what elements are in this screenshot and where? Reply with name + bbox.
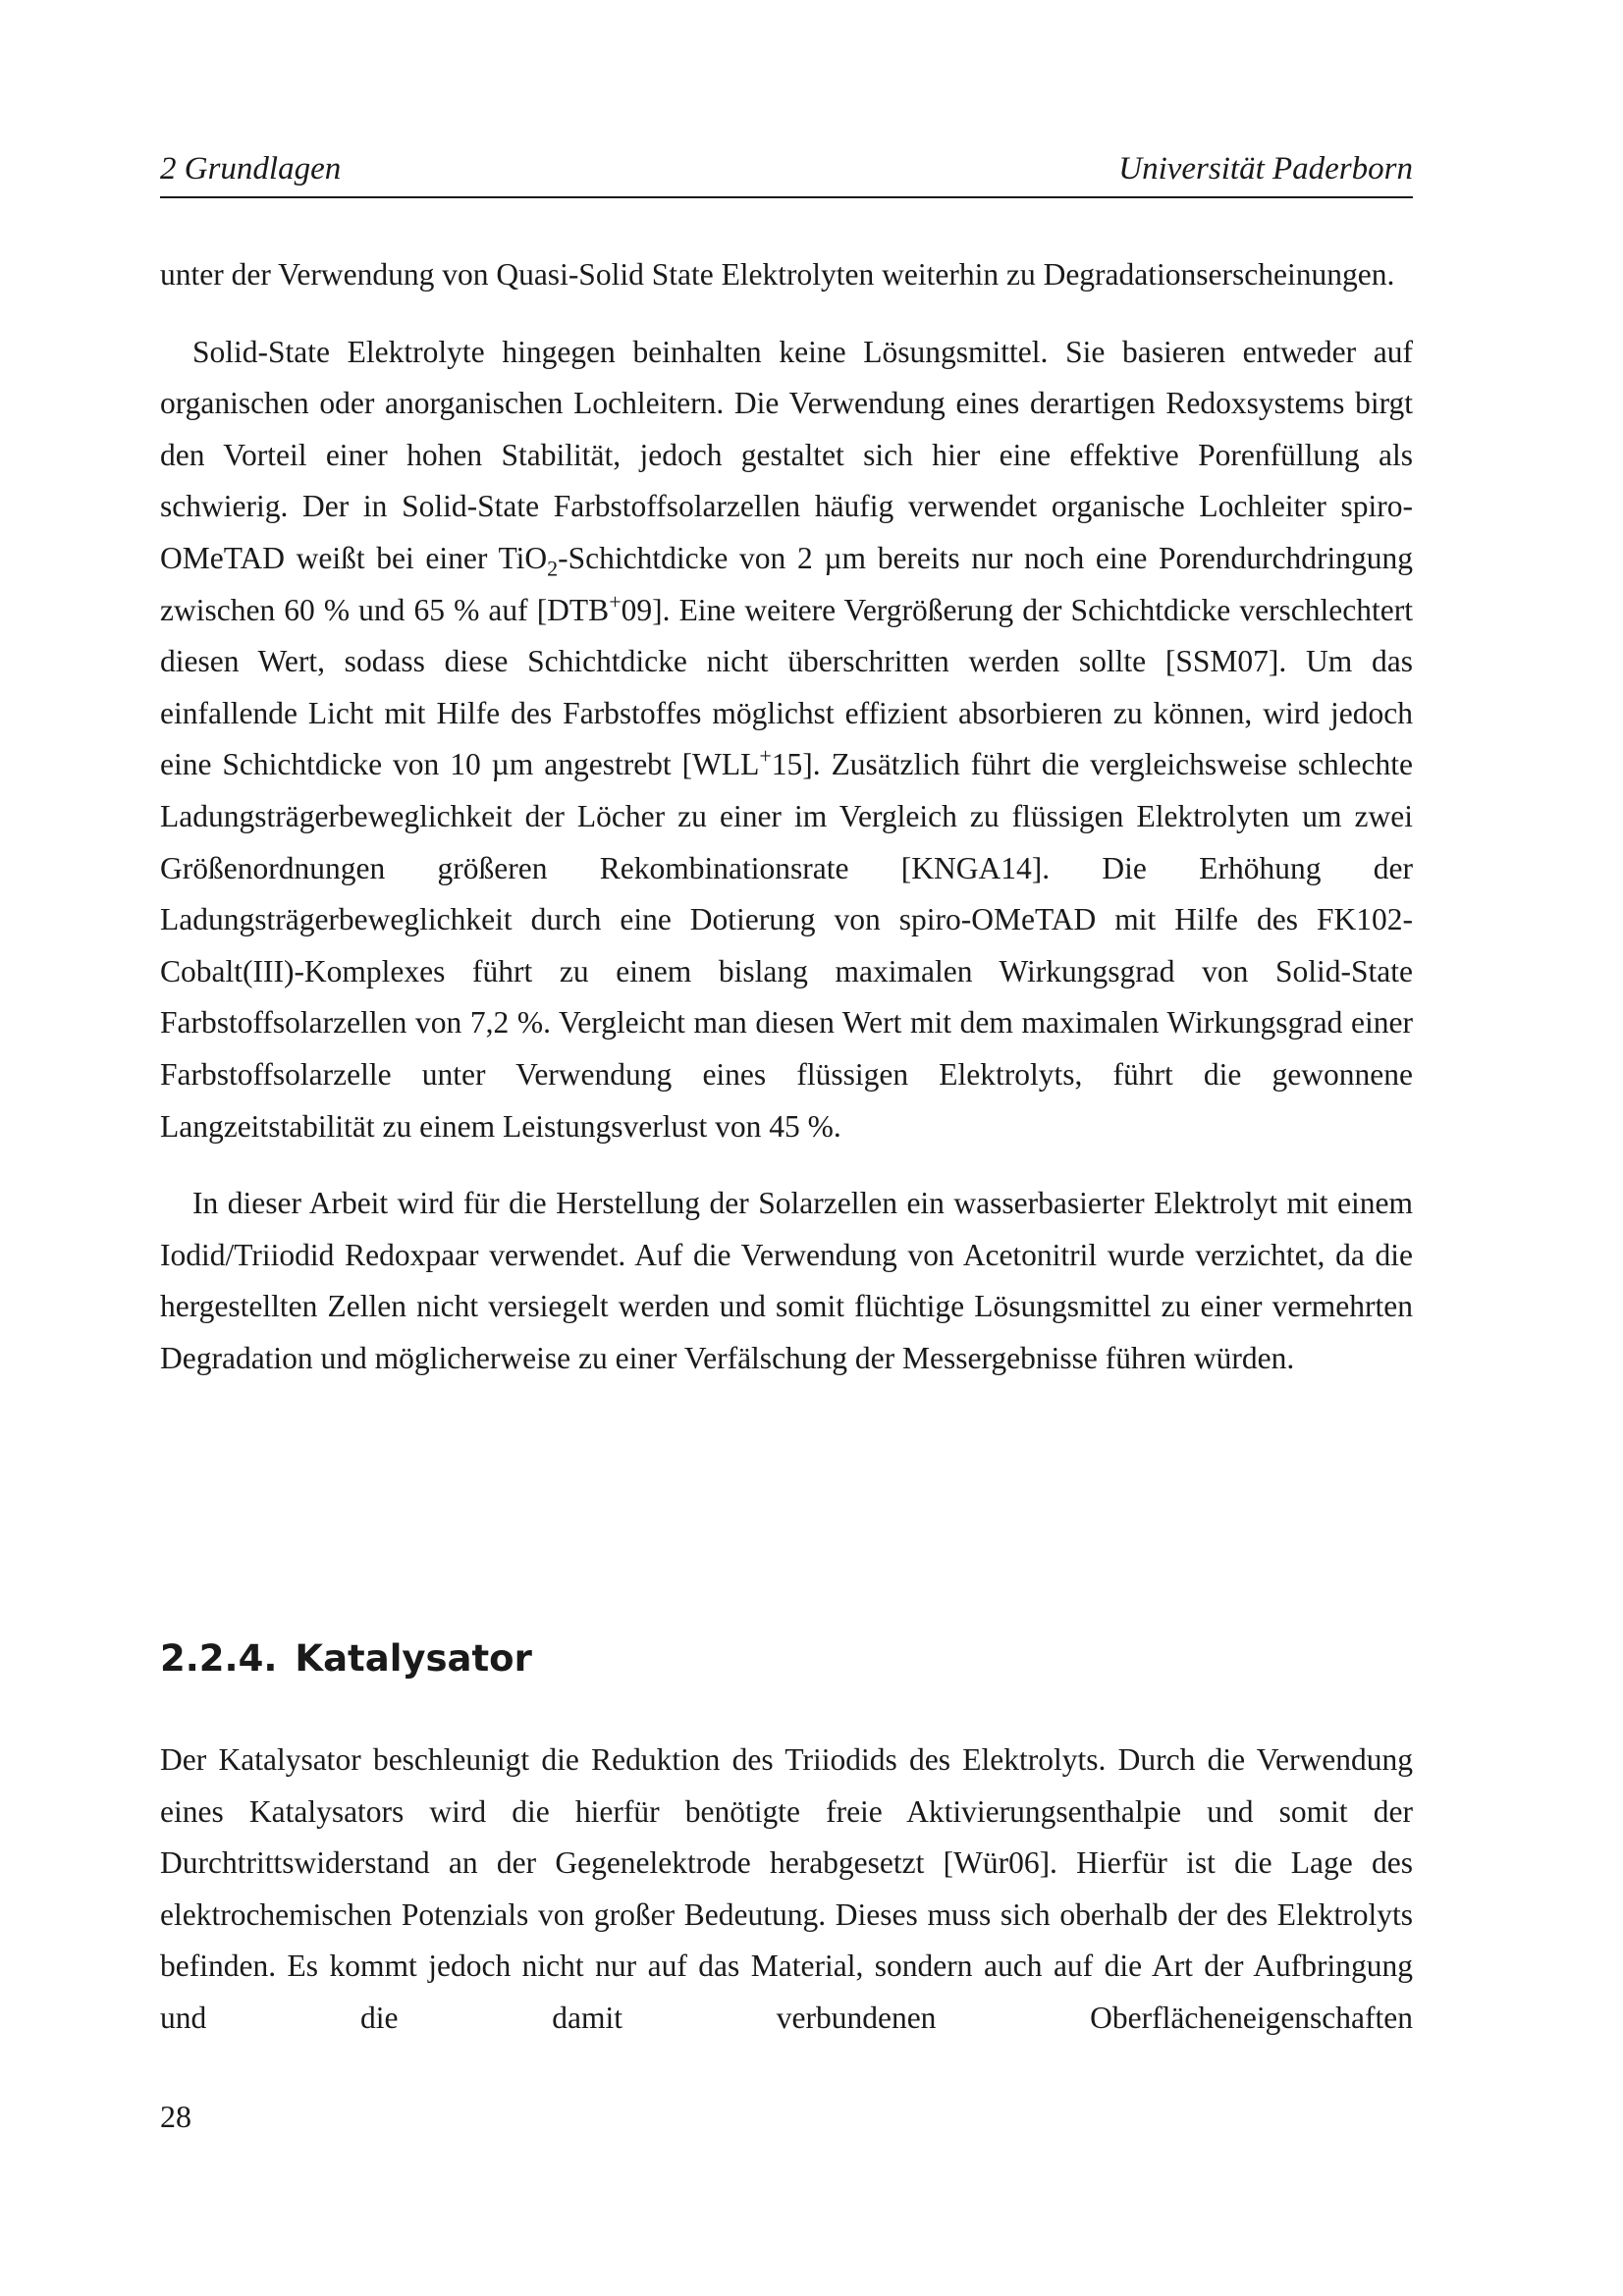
header-chapter-title: 2 Grundlagen (160, 151, 342, 187)
superscript: + (609, 589, 622, 614)
paragraph-solid-state-electrolytes (160, 327, 1413, 1153)
running-header (160, 147, 1413, 190)
paragraph-text: 15]. Zusätzlich führt die vergleichsweise schlechte Ladungsträgerbeweglichkeit der Löcher zu einer im Vergleich zu flüssigen Elektrolyten um zwei Größenordnungen größeren Rekombinationsrate [KNGA14]. Die Erhöhung der Ladungsträgerbeweglichkeit durch eine Dotierung von spiro-OMeTAD mit Hilfe des FK102-Cobalt(III)-Komplexes führt zu einem bislang maximalen Wirkungsgrad von Solid-State Farbstoffsolarzellen von 7,2 %. Vergleicht man diesen Wert mit dem maximalen Wirkungsgrad einer Farbstoffsolarzelle unter Verwendung eines flüssigen Elektrolyts, führt die gewonnene Langzeitstabilität zu einem Leistungsverlust von 45 %. (160, 747, 1414, 1144)
body-text (160, 249, 1413, 1384)
header-institution: Universität Paderborn (1118, 151, 1413, 187)
paragraph-this-work: In dieser Arbeit wird für die Herstellung der Solarzellen ein wasserbasierter Elektrolyt mit einem Iodid/Triiodid Redoxpaar verwendet. Auf die Verwendung von Acetonitril wurde verzichtet, da die hergestellten Zellen nicht versiegelt werden und somit flüchtige Lösungsmittel zu einer vermehrten Degradation und möglicherweise zu einer Verfälschung der Messergebnisse führen würden. (160, 1186, 1413, 1375)
paragraph-text: 09]. Eine weitere Vergrößerung der Schichtdicke verschlechtert diesen Wert, sodass diese Schichtdicke nicht überschritten werden sollte [SSM07]. Um das einfallende Licht mit Hilfe des Farbstoffes möglichst effizient absorbieren zu können, wird jedoch eine Schichtdicke von 10 µm angestrebt [WLL (160, 592, 1413, 782)
section-title: Katalysator (295, 1637, 532, 1680)
page-number: 28 (160, 2099, 191, 2134)
paragraph-text: Solid-State Elektrolyte hingegen beinhalten keine Lösungsmittel. Sie basieren entweder auf organischen oder anorganischen Lochleitern. Die Verwendung eines derartigen Redoxsystems birgt den Vorteil einer hohen Stabilität, jedoch gestaltet sich hier eine effektive Porenfüllung als schwierig. Der in Solid-State Farbstoffsolarzellen häufig verwendet organische Lochleiter spiro-OMeTAD weißt bei einer TiO (160, 334, 1413, 575)
paragraph-text: -Schichtdicke von 2 µm bereits nur noch eine Porendurchdringung zwischen 60 % und 65 % auf [DTB (160, 540, 1413, 627)
paragraph-catalyst: Der Katalysator beschleunigt die Reduktion des Triiodids des Elektrolyts. Durch die Verwendung eines Katalysators wird die hierfür benötigte freie Aktivierungsenthalpie und somit der Durchtrittswiderstand an der Gegenelektrode herabgesetzt [Wür06]. Hierfür ist die Lage des elektrochemischen Potenzials von großer Bedeutung. Dieses muss sich oberhalb der des Elektrolyts befinden. Es kommt jedoch nicht nur auf das Material, sondern auch auf die Art der Aufbringung und die damit verbundenen Oberflächeneigenschaften (160, 1742, 1413, 2035)
section-heading (160, 1634, 532, 1683)
section-number: 2.2.4. (160, 1637, 278, 1680)
superscript: + (759, 743, 772, 769)
header-rule (160, 196, 1413, 198)
paragraph-continuation: unter der Verwendung von Quasi-Solid State Elektrolyten weiterhin zu Degradationserscheinungen. (160, 257, 1395, 292)
subscript: 2 (547, 556, 559, 581)
section-body-text (160, 1735, 1413, 2045)
